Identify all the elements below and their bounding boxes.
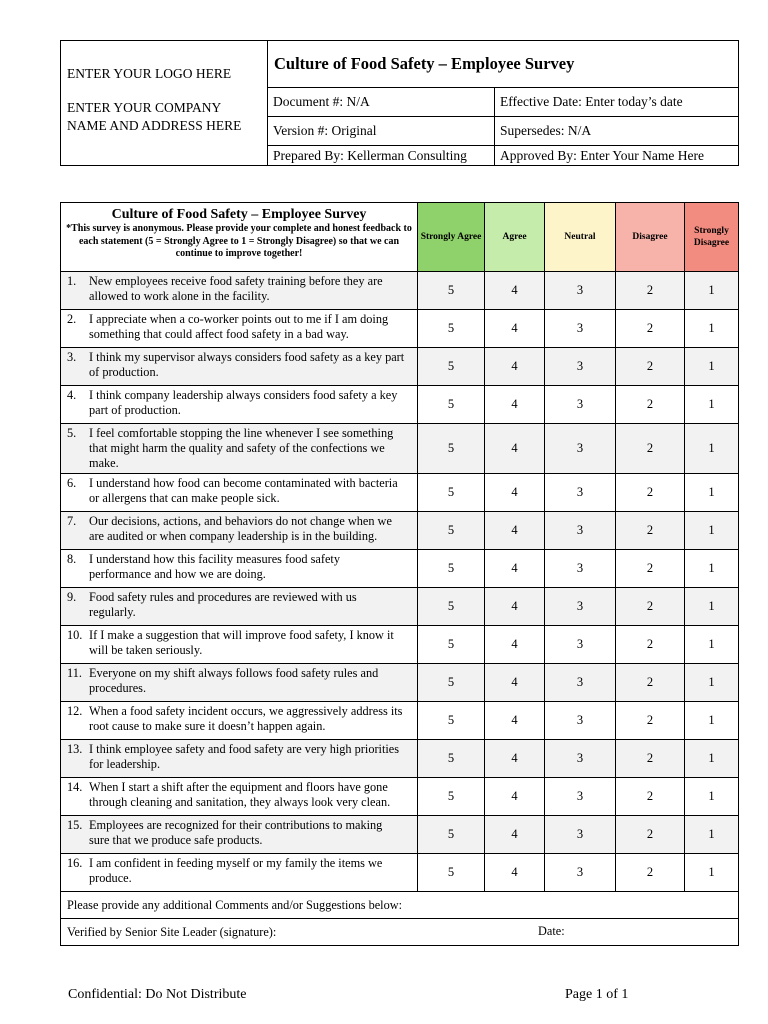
question-number: 5.: [67, 426, 77, 440]
score-option-strongly-disagree[interactable]: 1: [685, 474, 739, 512]
score-option-neutral[interactable]: 3: [545, 854, 616, 892]
score-option-agree[interactable]: 4: [485, 816, 545, 854]
question-row: [61, 778, 739, 816]
score-option-agree[interactable]: 4: [485, 474, 545, 512]
document-header: [60, 40, 739, 166]
score-option-strongly-disagree[interactable]: 1: [685, 272, 739, 310]
score-option-neutral[interactable]: 3: [545, 740, 616, 778]
score-option-neutral[interactable]: 3: [545, 702, 616, 740]
score-option-strongly-disagree[interactable]: 1: [685, 740, 739, 778]
score-option-neutral[interactable]: 3: [545, 816, 616, 854]
question-text: Food safety rules and procedures are reviewed with us regularly.: [89, 590, 357, 619]
score-option-strongly-disagree[interactable]: 1: [685, 626, 739, 664]
question-text: If I make a suggestion that will improve food safety, I know it will be taken seriously.: [89, 628, 394, 657]
score-option-strongly-agree[interactable]: 5: [418, 854, 485, 892]
question-row: [61, 550, 739, 588]
score-option-neutral[interactable]: 3: [545, 626, 616, 664]
score-option-neutral[interactable]: 3: [545, 424, 616, 474]
score-option-disagree[interactable]: 2: [616, 474, 685, 512]
question-text: Our decisions, actions, and behaviors do not change when we are audited or when company leadership is in the building.: [89, 514, 392, 543]
score-option-disagree[interactable]: 2: [616, 854, 685, 892]
logo-text: ENTER YOUR LOGO HERE: [67, 66, 232, 81]
question-text: I understand how food can become contaminated with bacteria or allergens that can make people sick.: [89, 476, 398, 505]
score-option-disagree[interactable]: 2: [616, 348, 685, 386]
score-option-strongly-agree[interactable]: 5: [418, 474, 485, 512]
verified-by-label: Verified by Senior Site Leader (signature):: [67, 924, 277, 939]
question-statement: [61, 664, 418, 702]
score-option-disagree[interactable]: 2: [616, 740, 685, 778]
question-number: 11.: [67, 666, 82, 680]
question-row: [61, 348, 739, 386]
company-text: ENTER YOUR COMPANY NAME AND ADDRESS HERE: [67, 100, 242, 133]
score-option-strongly-disagree[interactable]: 1: [685, 854, 739, 892]
score-option-agree[interactable]: 4: [485, 740, 545, 778]
question-row: [61, 512, 739, 550]
question-row: [61, 816, 739, 854]
rating-agree-header: Agree: [485, 203, 545, 272]
question-text: I understand how this facility measures food safety performance and how we are doing.: [89, 552, 340, 581]
score-option-disagree[interactable]: 2: [616, 626, 685, 664]
rating-disagree-header: Disagree: [616, 203, 685, 272]
question-row: [61, 740, 739, 778]
score-option-disagree[interactable]: 2: [616, 272, 685, 310]
score-option-strongly-disagree[interactable]: 1: [685, 816, 739, 854]
score-option-neutral[interactable]: 3: [545, 348, 616, 386]
score-option-disagree[interactable]: 2: [616, 778, 685, 816]
question-text: When a food safety incident occurs, we aggressively address its root cause to make sure it doesn’t happen again.: [89, 704, 403, 733]
score-option-strongly-agree[interactable]: 5: [418, 626, 485, 664]
document-number: Document #: N/A: [268, 88, 495, 117]
question-number: 8.: [67, 552, 77, 566]
score-option-strongly-agree[interactable]: 5: [418, 702, 485, 740]
score-option-agree[interactable]: 4: [485, 702, 545, 740]
question-text: Employees are recognized for their contributions to making sure that we produce safe products.: [89, 818, 383, 847]
document-title: Culture of Food Safety – Employee Survey: [268, 41, 739, 88]
question-statement: [61, 272, 418, 310]
score-option-disagree[interactable]: 2: [616, 512, 685, 550]
question-statement: [61, 702, 418, 740]
question-statement: [61, 854, 418, 892]
question-text: I appreciate when a co-worker points out to me if I am doing something that could affect food safety in a bad way.: [89, 312, 389, 341]
score-option-strongly-disagree[interactable]: 1: [685, 310, 739, 348]
question-text: New employees receive food safety training before they are allowed to work alone in the facility.: [89, 274, 383, 303]
question-text: I think company leadership always considers food safety a key part of production.: [89, 388, 398, 417]
question-statement: [61, 474, 418, 512]
score-option-disagree[interactable]: 2: [616, 310, 685, 348]
question-statement: [61, 588, 418, 626]
question-text: I think my supervisor always considers food safety as a key part of production.: [89, 350, 405, 379]
score-option-strongly-agree[interactable]: 5: [418, 778, 485, 816]
score-option-neutral[interactable]: 3: [545, 778, 616, 816]
question-statement: [61, 626, 418, 664]
confidential-notice: Confidential: Do Not Distribute: [68, 987, 247, 1002]
page-number: Page 1 of 1: [565, 987, 629, 1002]
score-option-neutral[interactable]: 3: [545, 512, 616, 550]
question-statement: [61, 816, 418, 854]
question-row: [61, 626, 739, 664]
score-option-strongly-agree[interactable]: 5: [418, 740, 485, 778]
score-option-agree[interactable]: 4: [485, 512, 545, 550]
score-option-disagree[interactable]: 2: [616, 550, 685, 588]
survey-header: [61, 203, 418, 272]
supersedes: Supersedes: N/A: [495, 117, 739, 146]
score-option-strongly-agree[interactable]: 5: [418, 588, 485, 626]
question-statement: [61, 740, 418, 778]
question-number: 3.: [67, 350, 77, 364]
survey-title: Culture of Food Safety – Employee Survey: [111, 207, 367, 222]
score-option-agree[interactable]: 4: [485, 310, 545, 348]
score-option-agree[interactable]: 4: [485, 854, 545, 892]
question-number: 10.: [67, 628, 83, 642]
question-row: [61, 854, 739, 892]
question-row: [61, 310, 739, 348]
rating-strongly-agree-header: Strongly Agree: [418, 203, 485, 272]
score-option-strongly-disagree[interactable]: 1: [685, 702, 739, 740]
score-option-strongly-disagree[interactable]: 1: [685, 588, 739, 626]
score-option-neutral[interactable]: 3: [545, 386, 616, 424]
date-label: Date:: [538, 924, 565, 938]
question-statement: [61, 386, 418, 424]
score-option-strongly-disagree[interactable]: 1: [685, 424, 739, 474]
question-text: Everyone on my shift always follows food safety rules and procedures.: [89, 666, 379, 695]
score-option-strongly-disagree[interactable]: 1: [685, 550, 739, 588]
question-number: 2.: [67, 312, 77, 326]
question-row: [61, 272, 739, 310]
question-statement: [61, 310, 418, 348]
effective-date: Effective Date: Enter today’s date: [495, 88, 739, 117]
score-option-agree[interactable]: 4: [485, 626, 545, 664]
score-option-strongly-agree[interactable]: 5: [418, 424, 485, 474]
logo-placeholder: [61, 41, 268, 166]
score-option-disagree[interactable]: 2: [616, 424, 685, 474]
version-number: Version #: Original: [268, 117, 495, 146]
rating-strongly-disagree-header: Strongly Disagree: [685, 203, 739, 272]
survey-instructions: *This survey is anonymous. Please provide your complete and honest feedback to each statement (5 = Strongly Agree to 1 = Strongly Disagree) so that we can continue to improve together!: [66, 223, 412, 259]
question-row: [61, 474, 739, 512]
score-option-agree[interactable]: 4: [485, 550, 545, 588]
score-option-agree[interactable]: 4: [485, 424, 545, 474]
comments-prompt: Please provide any additional Comments and/or Suggestions below:: [61, 892, 739, 919]
signature-line[interactable]: [61, 919, 739, 946]
score-option-strongly-disagree[interactable]: 1: [685, 664, 739, 702]
prepared-by: Prepared By: Kellerman Consulting: [268, 146, 495, 166]
score-option-agree[interactable]: 4: [485, 664, 545, 702]
score-option-neutral[interactable]: 3: [545, 474, 616, 512]
score-option-strongly-agree[interactable]: 5: [418, 664, 485, 702]
score-option-agree[interactable]: 4: [485, 348, 545, 386]
question-row: [61, 386, 739, 424]
survey-table: [60, 202, 739, 946]
score-option-strongly-disagree[interactable]: 1: [685, 386, 739, 424]
score-option-disagree[interactable]: 2: [616, 664, 685, 702]
score-option-neutral[interactable]: 3: [545, 664, 616, 702]
score-option-strongly-agree[interactable]: 5: [418, 310, 485, 348]
question-number: 12.: [67, 704, 83, 718]
score-option-neutral[interactable]: 3: [545, 272, 616, 310]
score-option-disagree[interactable]: 2: [616, 386, 685, 424]
score-option-neutral[interactable]: 3: [545, 310, 616, 348]
score-option-agree[interactable]: 4: [485, 588, 545, 626]
question-text: When I start a shift after the equipment and floors have gone through cleaning and sanitation, they always look very clean.: [89, 780, 391, 809]
score-option-strongly-agree[interactable]: 5: [418, 272, 485, 310]
question-text: I feel comfortable stopping the line whenever I see something that might harm the quality and safety of the confections we make.: [89, 426, 394, 470]
score-option-agree[interactable]: 4: [485, 272, 545, 310]
question-row: [61, 664, 739, 702]
question-number: 16.: [67, 856, 83, 870]
score-option-strongly-agree[interactable]: 5: [418, 348, 485, 386]
question-statement: [61, 348, 418, 386]
score-option-strongly-disagree[interactable]: 1: [685, 512, 739, 550]
score-option-disagree[interactable]: 2: [616, 816, 685, 854]
question-row: [61, 702, 739, 740]
score-option-neutral[interactable]: 3: [545, 588, 616, 626]
rating-neutral-header: Neutral: [545, 203, 616, 272]
question-number: 15.: [67, 818, 83, 832]
score-option-agree[interactable]: 4: [485, 386, 545, 424]
score-option-disagree[interactable]: 2: [616, 588, 685, 626]
question-statement: [61, 512, 418, 550]
score-option-strongly-disagree[interactable]: 1: [685, 348, 739, 386]
score-option-strongly-disagree[interactable]: 1: [685, 778, 739, 816]
question-number: 1.: [67, 274, 77, 288]
question-number: 14.: [67, 780, 83, 794]
question-number: 13.: [67, 742, 83, 756]
survey-questions: [61, 272, 739, 892]
approved-by: Approved By: Enter Your Name Here: [495, 146, 739, 166]
score-option-strongly-agree[interactable]: 5: [418, 512, 485, 550]
question-text: I think employee safety and food safety are very high priorities for leadership.: [89, 742, 400, 771]
question-number: 7.: [67, 514, 77, 528]
score-option-strongly-agree[interactable]: 5: [418, 816, 485, 854]
score-option-disagree[interactable]: 2: [616, 702, 685, 740]
question-number: 4.: [67, 388, 77, 402]
score-option-strongly-agree[interactable]: 5: [418, 386, 485, 424]
score-option-neutral[interactable]: 3: [545, 550, 616, 588]
score-option-strongly-agree[interactable]: 5: [418, 550, 485, 588]
question-statement: [61, 778, 418, 816]
score-option-agree[interactable]: 4: [485, 778, 545, 816]
question-statement: [61, 550, 418, 588]
question-statement: [61, 424, 418, 474]
question-text: I am confident in feeding myself or my family the items we produce.: [89, 856, 383, 885]
question-number: 9.: [67, 590, 77, 604]
question-row: [61, 588, 739, 626]
question-number: 6.: [67, 476, 77, 490]
question-row: [61, 424, 739, 474]
